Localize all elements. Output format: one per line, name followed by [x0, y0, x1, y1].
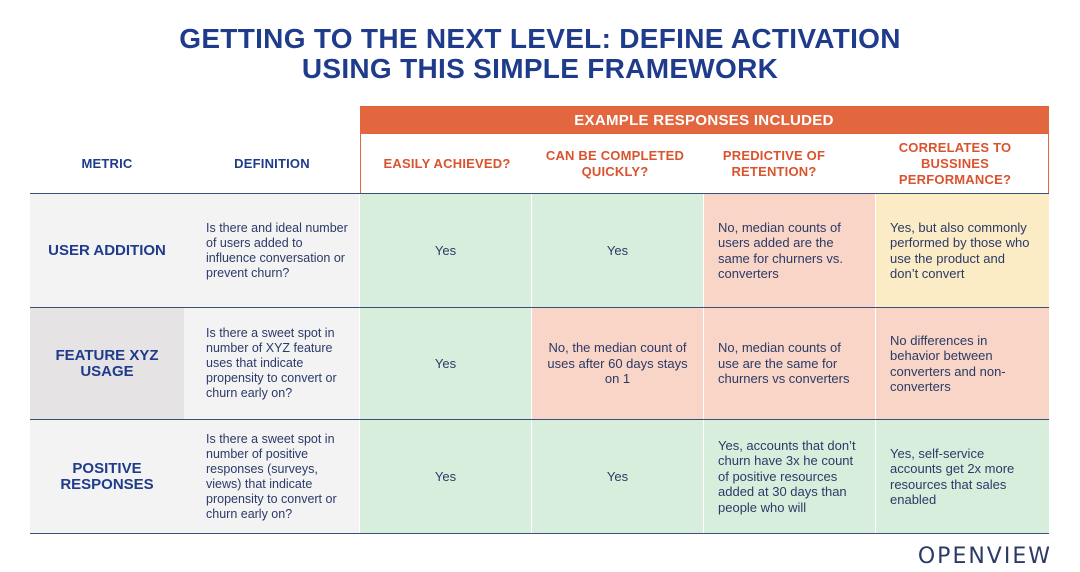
header-definition: DEFINITION — [234, 155, 310, 171]
cell-text: No, median counts of users added are the same for churners vs. converters — [718, 219, 843, 281]
completed-quickly-cell — [532, 420, 703, 533]
page-title — [0, 24, 1080, 84]
predictive-retention-cell — [704, 194, 875, 307]
table-row — [30, 194, 1049, 307]
definition-cell — [184, 420, 359, 533]
cell-text: Yes — [606, 242, 629, 258]
correlates-performance-cell — [876, 194, 1049, 307]
table-bottom-border — [30, 533, 1049, 534]
predictive-retention-cell — [704, 308, 875, 419]
definition-cell — [184, 194, 359, 307]
metric-user-addition — [30, 194, 184, 307]
cell-text: Yes — [606, 468, 629, 484]
cell-text: Yes — [434, 355, 457, 371]
header-metric: METRIC — [81, 155, 133, 171]
cell-text: Yes, but also commonly performed by those who use the product and don’t convert — [890, 219, 1030, 281]
easily-achieved-cell — [360, 420, 531, 533]
cell-text: Yes — [434, 242, 457, 258]
header-predictive-retention: PREDICTIVE OF RETENTION? — [722, 147, 826, 179]
header-completed-quickly: CAN BE COMPLETED QUICKLY? — [545, 147, 685, 179]
correlates-performance-cell — [876, 308, 1049, 419]
cell-text: No differences in behavior between converters and non-converters — [890, 332, 1006, 394]
example-responses-banner: EXAMPLE RESPONSES INCLUDED — [360, 106, 1048, 134]
easily-achieved-cell — [360, 194, 531, 307]
metric-label: USER ADDITION — [48, 241, 166, 259]
completed-quickly-cell — [532, 194, 703, 307]
metric-label: POSITIVE RESPONSES — [60, 459, 154, 493]
table-row — [30, 308, 1049, 419]
header-easily-achieved: EASILY ACHIEVED? — [383, 155, 511, 171]
definition-text: Is there a sweet spot in number of positive responses (surveys, views) that indicate propensity to convert or churn early on? — [206, 431, 337, 521]
cell-text: Yes, accounts that don’t churn have 3x he count of positive resources added at 30 days than people who will — [718, 437, 856, 515]
predictive-retention-cell — [704, 420, 875, 533]
cell-text: No, median counts of use are the same for churners vs converters — [718, 340, 850, 387]
openview-logo: OPENVIEW — [917, 544, 1052, 569]
title-line-1: GETTING TO THE NEXT LEVEL: DEFINE ACTIVATION — [179, 23, 901, 54]
table-row — [30, 420, 1049, 533]
title-line-2: USING THIS SIMPLE FRAMEWORK — [301, 53, 779, 84]
cell-text: Yes, self-service accounts get 2x more resources that sales enabled — [890, 445, 1015, 507]
easily-achieved-cell — [360, 308, 531, 419]
definition-text: Is there a sweet spot in number of XYZ feature uses that indicate propensity to convert or churn early on? — [206, 326, 337, 400]
definition-text: Is there and ideal number of users added to influence conversation or prevent churn? — [206, 220, 348, 280]
metric-positive-responses — [30, 420, 184, 533]
correlates-performance-cell — [876, 420, 1049, 533]
metric-label: FEATURE XYZ USAGE — [55, 346, 159, 380]
definition-cell — [184, 308, 359, 419]
header-correlates-performance: CORRELATES TO BUSSINES PERFORMANCE? — [898, 139, 1012, 187]
completed-quickly-cell — [532, 308, 703, 419]
cell-text: No, the median count of uses after 60 days stays on 1 — [547, 340, 688, 387]
cell-text: Yes — [434, 468, 457, 484]
metric-feature-xyz-usage — [30, 308, 184, 419]
